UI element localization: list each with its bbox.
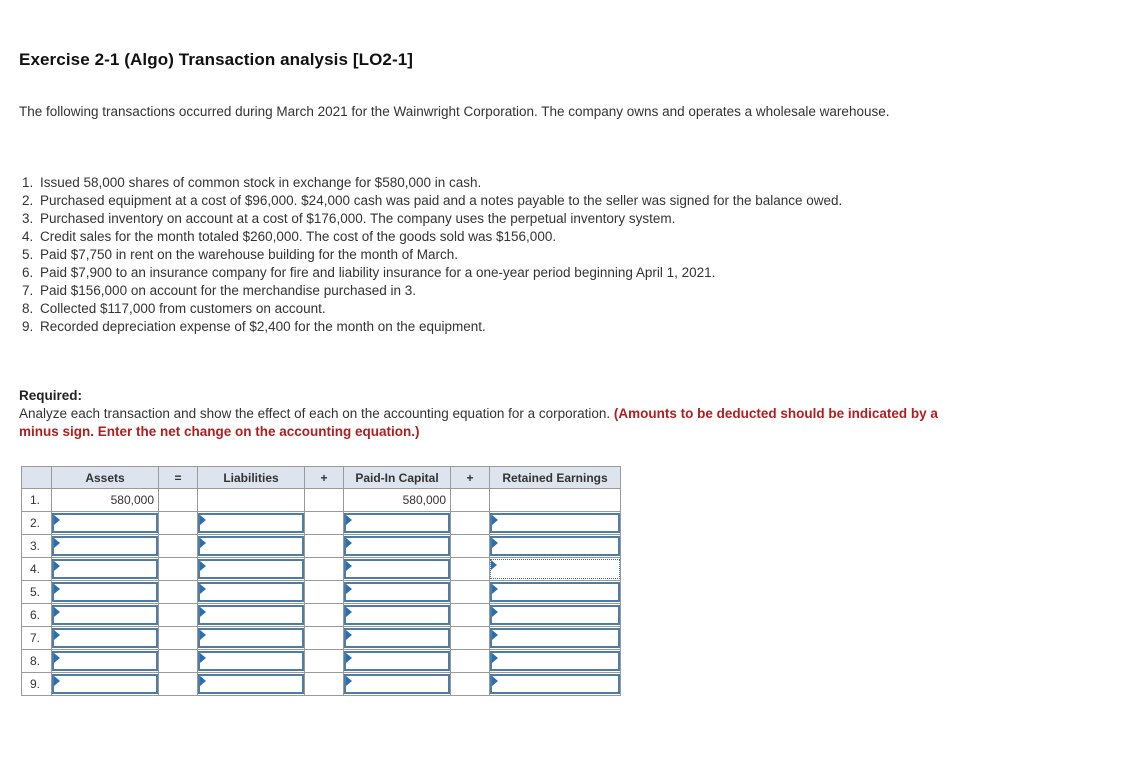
paid-in-capital-cell xyxy=(344,512,451,535)
operator-cell xyxy=(305,512,344,535)
transaction-number: 7. xyxy=(22,283,34,298)
assets-input[interactable] xyxy=(52,513,158,533)
row-number: 1. xyxy=(22,489,52,512)
operator-cell xyxy=(451,535,490,558)
operator-cell xyxy=(159,650,198,673)
dropdown-marker-icon xyxy=(200,676,206,686)
operator-cell xyxy=(305,627,344,650)
paid-in-capital-cell xyxy=(344,581,451,604)
transaction-text: Purchased equipment at a cost of $96,000. $24,000 cash was paid and a notes payable to the seller was signed for the balance owed. xyxy=(40,193,843,208)
row-number: 3. xyxy=(22,535,52,558)
transaction-number: 1. xyxy=(22,175,34,190)
liabilities-input[interactable] xyxy=(198,628,304,648)
row-number: 4. xyxy=(22,558,52,581)
assets-cell xyxy=(52,673,159,696)
assets-cell xyxy=(52,650,159,673)
liabilities-cell xyxy=(198,558,305,581)
operator-cell xyxy=(159,558,198,581)
dropdown-marker-icon xyxy=(346,653,352,663)
retained-earnings-cell xyxy=(490,604,621,627)
retained-earnings-cell xyxy=(490,673,621,696)
list-item xyxy=(22,210,962,228)
assets-input[interactable] xyxy=(52,605,158,625)
list-item xyxy=(22,192,962,210)
table-row xyxy=(22,581,621,604)
table-row xyxy=(22,627,621,650)
operator-cell xyxy=(451,627,490,650)
liabilities-input[interactable] xyxy=(198,605,304,625)
table-row xyxy=(22,673,621,696)
liabilities-cell xyxy=(198,535,305,558)
paid-in-capital-cell xyxy=(344,673,451,696)
header-assets: Assets xyxy=(52,467,159,489)
row-number: 7. xyxy=(22,627,52,650)
transaction-text: Issued 58,000 shares of common stock in exchange for $580,000 in cash. xyxy=(40,175,482,190)
assets-input[interactable] xyxy=(52,651,158,671)
transaction-number: 4. xyxy=(22,229,34,244)
liabilities-input[interactable] xyxy=(198,536,304,556)
header-row-number xyxy=(22,467,52,489)
dropdown-marker-icon xyxy=(200,630,206,640)
table-header-row xyxy=(22,467,621,489)
paid-in-capital-value: 580,000 xyxy=(344,489,451,512)
list-item xyxy=(22,300,962,318)
transaction-text: Paid $7,900 to an insurance company for fire and liability insurance for a one-year period beginning April 1, 2021. xyxy=(40,265,716,280)
assets-input[interactable] xyxy=(52,536,158,556)
dropdown-marker-icon xyxy=(492,607,498,617)
retained-earnings-cell xyxy=(490,650,621,673)
row-number: 2. xyxy=(22,512,52,535)
transaction-list xyxy=(22,174,962,336)
list-item xyxy=(22,228,962,246)
dropdown-marker-icon xyxy=(346,630,352,640)
row-number: 6. xyxy=(22,604,52,627)
liabilities-input[interactable] xyxy=(198,582,304,602)
paid-in-capital-input[interactable] xyxy=(344,536,450,556)
transaction-number: 9. xyxy=(22,319,34,334)
liabilities-cell xyxy=(198,489,305,512)
row-number: 5. xyxy=(22,581,52,604)
paid-in-capital-input[interactable] xyxy=(344,559,450,579)
dropdown-marker-icon xyxy=(492,630,498,640)
dropdown-marker-icon xyxy=(346,538,352,548)
assets-input[interactable] xyxy=(52,674,158,694)
retained-earnings-cell xyxy=(490,512,621,535)
dropdown-marker-icon xyxy=(54,584,60,594)
table-row xyxy=(22,650,621,673)
retained-earnings-input[interactable] xyxy=(490,559,620,579)
table-row xyxy=(22,489,621,512)
dropdown-marker-icon xyxy=(492,653,498,663)
row-number: 8. xyxy=(22,650,52,673)
header-plus: + xyxy=(305,467,344,489)
retained-earnings-input[interactable] xyxy=(490,513,620,533)
transaction-number: 5. xyxy=(22,247,34,262)
operator-cell xyxy=(451,512,490,535)
dropdown-marker-icon xyxy=(346,676,352,686)
header-liabilities: Liabilities xyxy=(198,467,305,489)
operator-cell xyxy=(305,581,344,604)
dropdown-marker-icon xyxy=(54,630,60,640)
accounting-equation-table xyxy=(21,466,621,696)
liabilities-cell xyxy=(198,673,305,696)
retained-earnings-cell xyxy=(490,627,621,650)
transaction-text: Paid $156,000 on account for the merchandise purchased in 3. xyxy=(40,283,417,298)
liabilities-cell xyxy=(198,512,305,535)
assets-cell xyxy=(52,604,159,627)
transaction-number: 3. xyxy=(22,211,34,226)
dropdown-marker-icon xyxy=(54,676,60,686)
dropdown-marker-icon xyxy=(200,607,206,617)
assets-cell xyxy=(52,627,159,650)
dropdown-marker-icon xyxy=(54,538,60,548)
exercise-title: Exercise 2-1 (Algo) Transaction analysis [LO2-1] xyxy=(19,50,414,69)
required-heading: Required: xyxy=(19,388,83,403)
intro-paragraph: The following transactions occurred during March 2021 for the Wainwright Corporation. The company owns and operates a wholesale warehouse. xyxy=(19,104,890,119)
liabilities-cell xyxy=(198,604,305,627)
paid-in-capital-cell xyxy=(344,535,451,558)
paid-in-capital-cell xyxy=(344,558,451,581)
operator-cell xyxy=(451,581,490,604)
dropdown-marker-icon xyxy=(200,515,206,525)
header-paid-in-capital: Paid-In Capital xyxy=(344,467,451,489)
operator-cell xyxy=(159,627,198,650)
dropdown-marker-icon xyxy=(492,584,498,594)
operator-cell xyxy=(159,604,198,627)
operator-cell xyxy=(159,535,198,558)
dropdown-marker-icon xyxy=(200,538,206,548)
operator-cell xyxy=(305,650,344,673)
assets-cell xyxy=(52,558,159,581)
liabilities-input[interactable] xyxy=(198,559,304,579)
operator-cell xyxy=(305,558,344,581)
assets-input[interactable] xyxy=(52,582,158,602)
table-row xyxy=(22,604,621,627)
operator-cell xyxy=(305,489,344,512)
assets-cell xyxy=(52,535,159,558)
liabilities-input[interactable] xyxy=(198,513,304,533)
dropdown-marker-icon xyxy=(54,561,60,571)
retained-earnings-input[interactable] xyxy=(490,605,620,625)
paid-in-capital-cell xyxy=(344,627,451,650)
list-item xyxy=(22,264,962,282)
dropdown-marker-icon xyxy=(54,653,60,663)
retained-earnings-cell xyxy=(490,535,621,558)
transaction-number: 6. xyxy=(22,265,34,280)
dropdown-marker-icon xyxy=(200,561,206,571)
transaction-text: Paid $7,750 in rent on the warehouse building for the month of March. xyxy=(40,247,459,262)
dropdown-marker-icon xyxy=(346,607,352,617)
table-row xyxy=(22,535,621,558)
retained-earnings-input[interactable] xyxy=(490,651,620,671)
operator-cell xyxy=(305,535,344,558)
retained-earnings-input[interactable] xyxy=(490,628,620,648)
operator-cell xyxy=(159,673,198,696)
liabilities-input[interactable] xyxy=(198,674,304,694)
dropdown-marker-icon xyxy=(492,515,498,525)
retained-earnings-input[interactable] xyxy=(490,582,620,602)
list-item xyxy=(22,246,962,264)
operator-cell xyxy=(159,512,198,535)
liabilities-input[interactable] xyxy=(198,651,304,671)
operator-cell xyxy=(305,604,344,627)
operator-cell xyxy=(451,489,490,512)
paid-in-capital-input[interactable] xyxy=(344,674,450,694)
operator-cell xyxy=(159,581,198,604)
header-equals: = xyxy=(159,467,198,489)
paid-in-capital-input[interactable] xyxy=(344,582,450,602)
operator-cell xyxy=(159,489,198,512)
dropdown-marker-icon xyxy=(200,584,206,594)
transaction-text: Collected $117,000 from customers on account. xyxy=(40,301,326,316)
assets-cell xyxy=(52,581,159,604)
retained-earnings-cell xyxy=(490,489,621,512)
list-item xyxy=(22,318,962,336)
transaction-number: 8. xyxy=(22,301,34,316)
liabilities-cell xyxy=(198,650,305,673)
header-plus: + xyxy=(451,467,490,489)
assets-input[interactable] xyxy=(52,559,158,579)
operator-cell xyxy=(451,604,490,627)
assets-input[interactable] xyxy=(52,628,158,648)
liabilities-cell xyxy=(198,581,305,604)
retained-earnings-input[interactable] xyxy=(490,674,620,694)
dropdown-marker-icon xyxy=(346,515,352,525)
row-number: 9. xyxy=(22,673,52,696)
paid-in-capital-input[interactable] xyxy=(344,651,450,671)
transaction-text: Recorded depreciation expense of $2,400 for the month on the equipment. xyxy=(40,319,486,334)
instruction-text: Analyze each transaction and show the effect of each on the accounting equation for a corporation. xyxy=(19,406,611,421)
paid-in-capital-input[interactable] xyxy=(344,605,450,625)
dropdown-marker-icon xyxy=(200,653,206,663)
operator-cell xyxy=(451,673,490,696)
dropdown-marker-icon xyxy=(492,676,498,686)
retained-earnings-cell xyxy=(490,558,621,581)
paid-in-capital-cell xyxy=(344,604,451,627)
dropdown-marker-icon xyxy=(346,584,352,594)
transaction-text: Credit sales for the month totaled $260,000. The cost of the goods sold was $156,000. xyxy=(40,229,557,244)
paid-in-capital-cell xyxy=(344,650,451,673)
required-instruction xyxy=(19,405,979,441)
paid-in-capital-input[interactable] xyxy=(344,628,450,648)
paid-in-capital-input[interactable] xyxy=(344,513,450,533)
assets-value: 580,000 xyxy=(52,489,159,512)
transaction-text: Purchased inventory on account at a cost of $176,000. The company uses the perpetual inventory system. xyxy=(40,211,676,226)
transaction-number: 2. xyxy=(22,193,34,208)
operator-cell xyxy=(305,673,344,696)
list-item xyxy=(22,282,962,300)
assets-cell xyxy=(52,512,159,535)
dropdown-marker-icon xyxy=(346,561,352,571)
list-item xyxy=(22,174,962,192)
retained-earnings-input[interactable] xyxy=(490,536,620,556)
table-row xyxy=(22,512,621,535)
operator-cell xyxy=(451,650,490,673)
dropdown-marker-icon xyxy=(491,560,497,570)
dropdown-marker-icon xyxy=(54,607,60,617)
dropdown-marker-icon xyxy=(54,515,60,525)
table-row xyxy=(22,558,621,581)
instruction-note: (Amounts to be deducted should be indicated by a minus sign. Enter the net change on the accounting equation.) xyxy=(19,406,938,439)
dropdown-marker-icon xyxy=(492,538,498,548)
header-retained-earnings: Retained Earnings xyxy=(490,467,621,489)
retained-earnings-cell xyxy=(490,581,621,604)
operator-cell xyxy=(451,558,490,581)
liabilities-cell xyxy=(198,627,305,650)
